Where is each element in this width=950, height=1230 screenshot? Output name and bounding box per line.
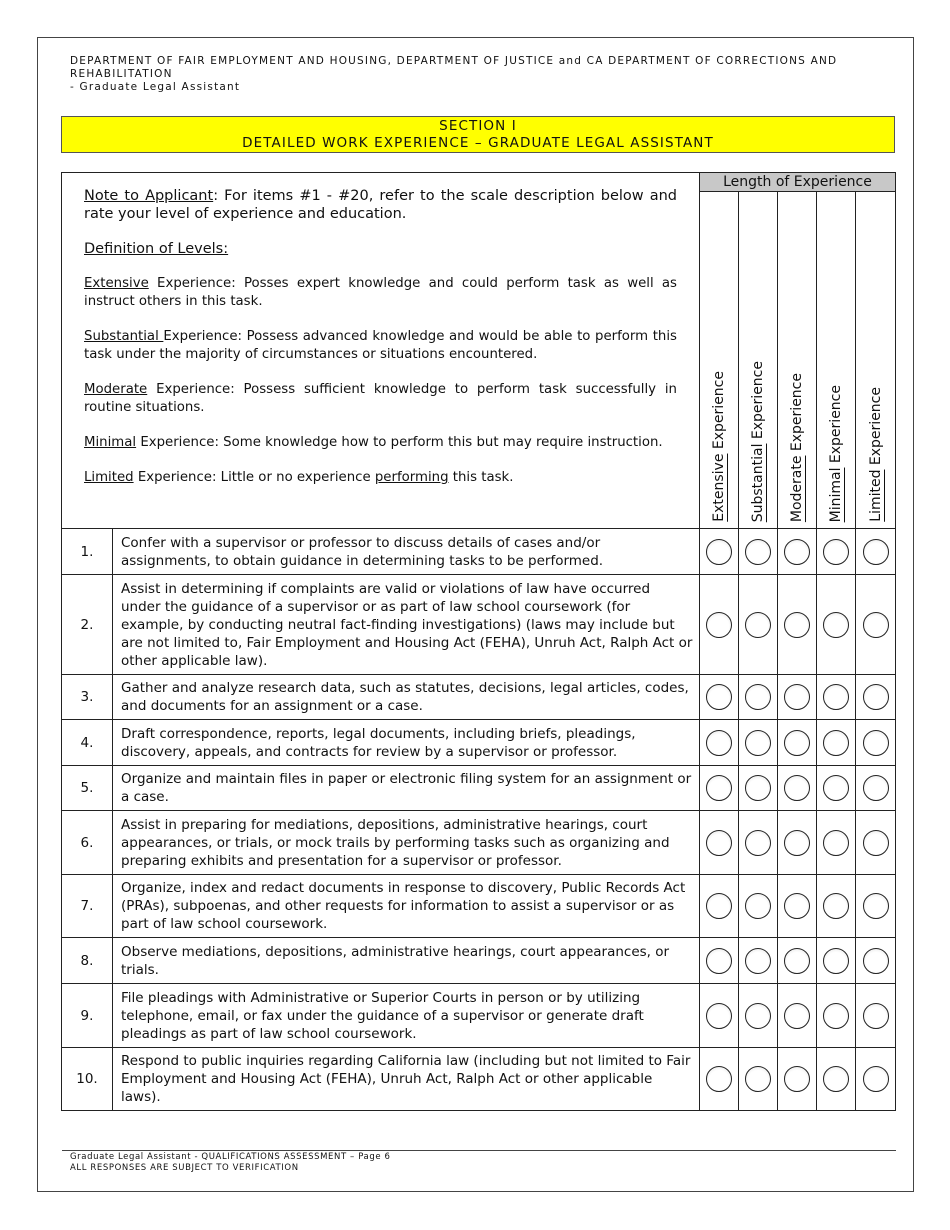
rating-radio-minimal[interactable]	[823, 1003, 849, 1029]
footer-verification: ALL RESPONSES ARE SUBJECT TO VERIFICATION	[70, 1163, 299, 1173]
task-description: Organize and maintain files in paper or electronic filing system for an assignment or a case.	[113, 766, 700, 811]
rating-cell-limited	[856, 766, 896, 811]
rating-radio-moderate[interactable]	[784, 539, 810, 565]
rating-radio-limited[interactable]	[863, 775, 889, 801]
rating-radio-substantial[interactable]	[745, 1003, 771, 1029]
rating-radio-limited[interactable]	[863, 730, 889, 756]
rating-cell-moderate	[778, 938, 817, 984]
header-departments: DEPARTMENT OF FAIR EMPLOYMENT AND HOUSING, DEPARTMENT OF JUSTICE and CA DEPARTMENT OF CORRECTIONS AND REHABILITATION	[70, 55, 838, 80]
rating-cell-moderate	[778, 984, 817, 1048]
task-row	[62, 811, 896, 875]
task-number: 3.	[62, 675, 113, 720]
rating-radio-minimal[interactable]	[823, 1066, 849, 1092]
rating-cell-substantial	[739, 720, 778, 766]
rating-radio-substantial[interactable]	[745, 893, 771, 919]
rating-radio-moderate[interactable]	[784, 612, 810, 638]
rating-cell-extensive	[700, 575, 739, 675]
task-row	[62, 875, 896, 938]
rating-radio-substantial[interactable]	[745, 684, 771, 710]
rating-cell-minimal	[817, 1048, 856, 1111]
rating-radio-substantial[interactable]	[745, 948, 771, 974]
applicant-note	[62, 173, 700, 529]
column-extensive: Extensive Experience	[700, 192, 739, 529]
rating-cell-minimal	[817, 811, 856, 875]
rating-radio-extensive[interactable]	[706, 539, 732, 565]
rating-radio-limited[interactable]	[863, 1066, 889, 1092]
rating-radio-extensive[interactable]	[706, 730, 732, 756]
rating-cell-minimal	[817, 766, 856, 811]
task-description: Gather and analyze research data, such as statutes, decisions, legal articles, codes, and documents for an assignment or a case.	[113, 675, 700, 720]
rating-cell-extensive	[700, 811, 739, 875]
rating-radio-limited[interactable]	[863, 612, 889, 638]
rating-cell-substantial	[739, 675, 778, 720]
footer-page-info: Graduate Legal Assistant - QUALIFICATIONS ASSESSMENT – Page 6	[70, 1152, 391, 1162]
rating-radio-extensive[interactable]	[706, 1003, 732, 1029]
rating-radio-minimal[interactable]	[823, 775, 849, 801]
rating-cell-extensive	[700, 675, 739, 720]
rating-radio-limited[interactable]	[863, 830, 889, 856]
rating-cell-extensive	[700, 766, 739, 811]
level-substantial: Substantial Experience: Possess advanced knowledge and would be able to perform this task under the majority of circumstances or situations encountered.	[84, 329, 677, 362]
rating-radio-limited[interactable]	[863, 893, 889, 919]
rating-cell-minimal	[817, 984, 856, 1048]
rating-radio-substantial[interactable]	[745, 775, 771, 801]
task-description: File pleadings with Administrative or Superior Courts in person or by utilizing telephone, email, or fax under the guidance of a supervisor or generate draft pleadings as part of law school coursework.	[113, 984, 700, 1048]
rating-radio-extensive[interactable]	[706, 612, 732, 638]
rating-radio-limited[interactable]	[863, 539, 889, 565]
task-description: Observe mediations, depositions, administrative hearings, court appearances, or trials.	[113, 938, 700, 984]
section-banner	[61, 116, 895, 153]
section-subtitle: DETAILED WORK EXPERIENCE – GRADUATE LEGAL ASSISTANT	[242, 135, 714, 151]
task-number: 7.	[62, 875, 113, 938]
level-limited: Limited Experience: Little or no experience performing this task.	[84, 470, 514, 485]
rating-cell-minimal	[817, 529, 856, 575]
rating-radio-minimal[interactable]	[823, 612, 849, 638]
rating-radio-extensive[interactable]	[706, 893, 732, 919]
rating-cell-extensive	[700, 720, 739, 766]
rating-cell-moderate	[778, 1048, 817, 1111]
rating-cell-substantial	[739, 766, 778, 811]
task-description: Draft correspondence, reports, legal documents, including briefs, pleadings, discovery, appeals, and contracts for review by a supervisor or professor.	[113, 720, 700, 766]
rating-radio-moderate[interactable]	[784, 948, 810, 974]
rating-cell-limited	[856, 984, 896, 1048]
task-row	[62, 1048, 896, 1111]
rating-cell-extensive	[700, 984, 739, 1048]
task-description: Organize, index and redact documents in response to discovery, Public Records Act (PRAs), subpoenas, and other requests for information to assist a supervisor or as part of law school coursework.	[113, 875, 700, 938]
column-minimal: Minimal Experience	[817, 192, 856, 529]
rating-radio-extensive[interactable]	[706, 684, 732, 710]
rating-cell-substantial	[739, 875, 778, 938]
rating-cell-limited	[856, 938, 896, 984]
task-row	[62, 720, 896, 766]
level-minimal: Minimal Experience: Some knowledge how to perform this but may require instruction.	[84, 435, 663, 450]
rating-cell-substantial	[739, 811, 778, 875]
rating-cell-minimal	[817, 875, 856, 938]
task-row	[62, 575, 896, 675]
task-number: 8.	[62, 938, 113, 984]
rating-radio-limited[interactable]	[863, 684, 889, 710]
rating-cell-limited	[856, 811, 896, 875]
rating-radio-moderate[interactable]	[784, 830, 810, 856]
task-row	[62, 766, 896, 811]
rating-radio-minimal[interactable]	[823, 730, 849, 756]
page-footer	[70, 1152, 391, 1174]
rating-radio-moderate[interactable]	[784, 1003, 810, 1029]
rating-cell-substantial	[739, 575, 778, 675]
rating-radio-moderate[interactable]	[784, 893, 810, 919]
rating-radio-minimal[interactable]	[823, 539, 849, 565]
note-text: : For items #1 - #20, refer to the scale description below and rate your level of experience and education.	[84, 188, 678, 222]
level-extensive: Extensive Experience: Posses expert knowledge and could perform task as well as instruct others in this task.	[84, 276, 677, 309]
task-number: 9.	[62, 984, 113, 1048]
task-number: 5.	[62, 766, 113, 811]
note-label: Note to Applicant	[84, 188, 214, 204]
rating-cell-moderate	[778, 529, 817, 575]
rating-cell-moderate	[778, 575, 817, 675]
rating-cell-limited	[856, 875, 896, 938]
rating-radio-limited[interactable]	[863, 948, 889, 974]
rating-radio-extensive[interactable]	[706, 948, 732, 974]
task-row	[62, 675, 896, 720]
task-number: 1.	[62, 529, 113, 575]
rating-radio-moderate[interactable]	[784, 775, 810, 801]
rating-radio-moderate[interactable]	[784, 1066, 810, 1092]
task-description: Assist in preparing for mediations, depositions, administrative hearings, court appearances, or trials, or mock trails by performing tasks such as organizing and preparing exhibits and presentation for a supervisor or professor.	[113, 811, 700, 875]
task-number: 10.	[62, 1048, 113, 1111]
task-description: Respond to public inquiries regarding California law (including but not limited to Fair Employment and Housing Act (FEHA), Unruh Act, Ralph Act or other applicable laws).	[113, 1048, 700, 1111]
rating-cell-limited	[856, 720, 896, 766]
task-number: 4.	[62, 720, 113, 766]
rating-cell-moderate	[778, 875, 817, 938]
section-title: SECTION I	[439, 118, 517, 134]
rating-radio-moderate[interactable]	[784, 730, 810, 756]
rating-radio-extensive[interactable]	[706, 775, 732, 801]
rating-radio-limited[interactable]	[863, 1003, 889, 1029]
column-substantial: Substantial Experience	[739, 192, 778, 529]
footer-divider	[62, 1150, 896, 1151]
rating-radio-extensive[interactable]	[706, 830, 732, 856]
rating-radio-moderate[interactable]	[784, 684, 810, 710]
rating-cell-moderate	[778, 720, 817, 766]
rating-cell-extensive	[700, 938, 739, 984]
task-description: Confer with a supervisor or professor to discuss details of cases and/or assignments, to obtain guidance in determining tasks to be performed.	[113, 529, 700, 575]
rating-cell-minimal	[817, 675, 856, 720]
rating-radio-minimal[interactable]	[823, 830, 849, 856]
task-row	[62, 984, 896, 1048]
task-row	[62, 938, 896, 984]
rating-cell-substantial	[739, 1048, 778, 1111]
task-description: Assist in determining if complaints are valid or violations of law have occurred under the guidance of a supervisor or as part of law school coursework (for example, by conducting neutral fact-finding investigations) (laws may include but are not limited to, Fair Employment and Housing Act (FEHA), Unruh Act, Ralph Act or other applicable law).	[113, 575, 700, 675]
rating-cell-limited	[856, 1048, 896, 1111]
task-row	[62, 529, 896, 575]
rating-radio-minimal[interactable]	[823, 684, 849, 710]
rating-cell-limited	[856, 529, 896, 575]
rating-radio-minimal[interactable]	[823, 893, 849, 919]
rating-radio-extensive[interactable]	[706, 1066, 732, 1092]
task-number: 6.	[62, 811, 113, 875]
rating-cell-moderate	[778, 811, 817, 875]
rating-cell-extensive	[700, 529, 739, 575]
document-header	[70, 55, 900, 94]
rating-radio-minimal[interactable]	[823, 948, 849, 974]
rating-radio-substantial[interactable]	[745, 830, 771, 856]
length-of-experience-heading: Length of Experience	[700, 173, 896, 192]
rating-radio-substantial[interactable]	[745, 730, 771, 756]
experience-table	[61, 172, 896, 1111]
rating-cell-extensive	[700, 1048, 739, 1111]
column-moderate: Moderate Experience	[778, 192, 817, 529]
rating-cell-substantial	[739, 529, 778, 575]
rating-cell-moderate	[778, 766, 817, 811]
rating-cell-minimal	[817, 575, 856, 675]
rating-cell-extensive	[700, 875, 739, 938]
rating-cell-limited	[856, 675, 896, 720]
rating-cell-moderate	[778, 675, 817, 720]
rating-cell-substantial	[739, 984, 778, 1048]
header-position: - Graduate Legal Assistant	[70, 81, 241, 93]
rating-radio-substantial[interactable]	[745, 539, 771, 565]
rating-radio-substantial[interactable]	[745, 612, 771, 638]
level-moderate: Moderate Experience: Possess sufficient knowledge to perform task successfully in routine situations.	[84, 382, 677, 415]
definition-heading: Definition of Levels:	[84, 241, 229, 257]
rating-cell-minimal	[817, 720, 856, 766]
rating-cell-limited	[856, 575, 896, 675]
task-number: 2.	[62, 575, 113, 675]
rating-cell-minimal	[817, 938, 856, 984]
column-limited: Limited Experience	[856, 192, 896, 529]
rating-cell-substantial	[739, 938, 778, 984]
rating-radio-substantial[interactable]	[745, 1066, 771, 1092]
